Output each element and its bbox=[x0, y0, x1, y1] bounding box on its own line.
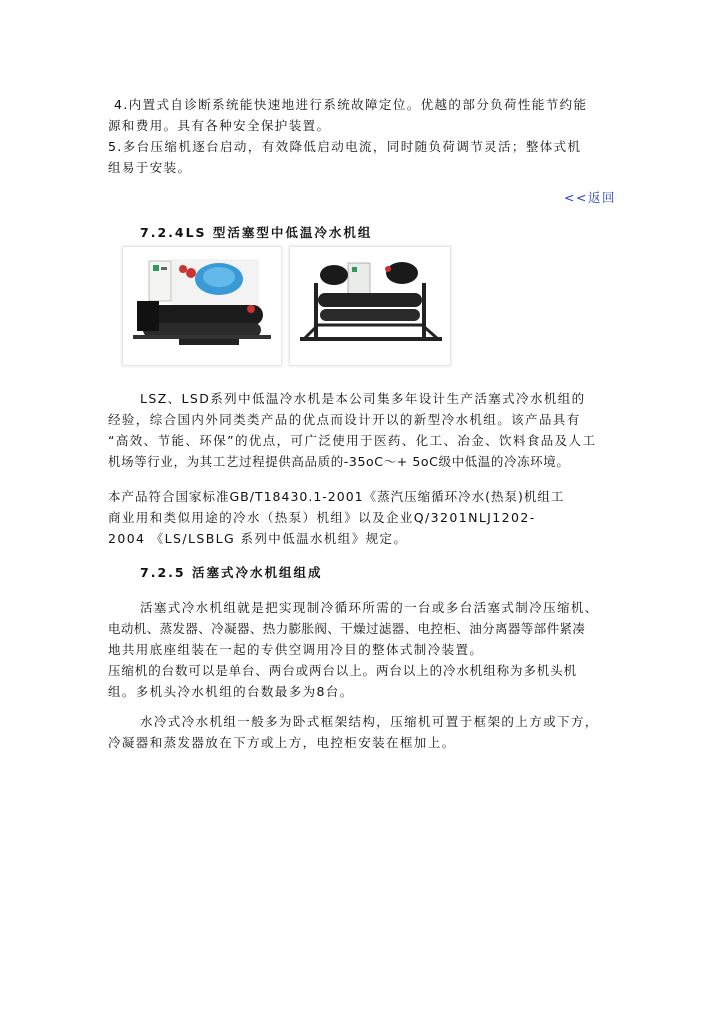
product-photo-chiller-frame bbox=[289, 246, 451, 366]
intro-paragraph bbox=[108, 94, 628, 178]
intro-line: 组易于安装。 bbox=[108, 160, 192, 175]
paragraph-line: 2004 《LS/LSBLG 系列中低温水机组》规定。 bbox=[108, 531, 408, 546]
paragraph-line: 水冷式冷水机组一般多为卧式框架结构，压缩机可置于框架的上方或下方， bbox=[140, 714, 599, 729]
paragraph-line: 商业用和类似用途的冷水（热泵）机组》以及企业Q/3201NLJ1202- bbox=[108, 510, 536, 525]
paragraph-line: 本产品符合国家标准GB/T18430.1-2001《蒸汽压缩循环冷水(热泵)机组工 bbox=[108, 489, 565, 504]
section-heading-725: 7.2.5 活塞式冷水机组组成 bbox=[140, 565, 323, 580]
section-725-paragraph-1 bbox=[108, 597, 628, 702]
paragraph-line: 地共用底座组装在一起的专供空调用冷目的整体式制冷装置。 bbox=[108, 642, 484, 657]
section-724-paragraph-2 bbox=[108, 486, 628, 549]
paragraph-line: 组。多机头冷水机组的台数最多为8台。 bbox=[108, 684, 354, 699]
section-724-paragraph-1 bbox=[108, 388, 628, 472]
intro-line: 4.内置式自诊断系统能快速地进行系统故障定位。优越的部分负荷性能节约能 bbox=[114, 97, 588, 112]
back-link[interactable]: <<返回 bbox=[564, 190, 616, 205]
paragraph-line: 冷凝器和蒸发器放在下方或上方，电控柜安装在框加上。 bbox=[108, 735, 456, 750]
paragraph-line: 机场等行业，为其工艺过程提供高品质的-35oC～+ 5oC级中低温的冷冻环境。 bbox=[108, 454, 570, 469]
paragraph-line: 压缩机的台数可以是单台、两台或两台以上。两台以上的冷水机组称为多机头机 bbox=[108, 663, 578, 678]
intro-line: 5.多台压缩机逐台启动，有效降低启动电流，同时随负荷调节灵活；整体式机 bbox=[108, 139, 582, 154]
paragraph-line: 活塞式冷水机组就是把实现制冷循环所需的一台或多台活塞式制冷压缩机、 bbox=[140, 600, 599, 615]
paragraph-line: 电动机、蒸发器、冷凝器、热力膨胀阀、干燥过滤器、电控柜、油分离器等部件紧凑 bbox=[108, 621, 586, 636]
paragraph-line: 经验，综合国内外同类类产品的优点而设计开以的新型冷水机组。该产品具有 bbox=[108, 412, 581, 427]
section-725-paragraph-2 bbox=[108, 711, 628, 753]
product-photo-chiller-blue bbox=[122, 246, 282, 366]
intro-line: 源和费用。具有各种安全保护装置。 bbox=[108, 118, 331, 133]
section-heading-724: 7.2.4LS 型活塞型中低温冷水机组 bbox=[140, 225, 373, 240]
paragraph-line: “高效、节能、环保”的优点，可广泛使用于医药、化工、冶金、饮料食品及人工 bbox=[108, 433, 597, 448]
paragraph-line: LSZ、LSD系列中低温冷水机是本公司集多年设计生产活塞式冷水机组的 bbox=[140, 391, 586, 406]
